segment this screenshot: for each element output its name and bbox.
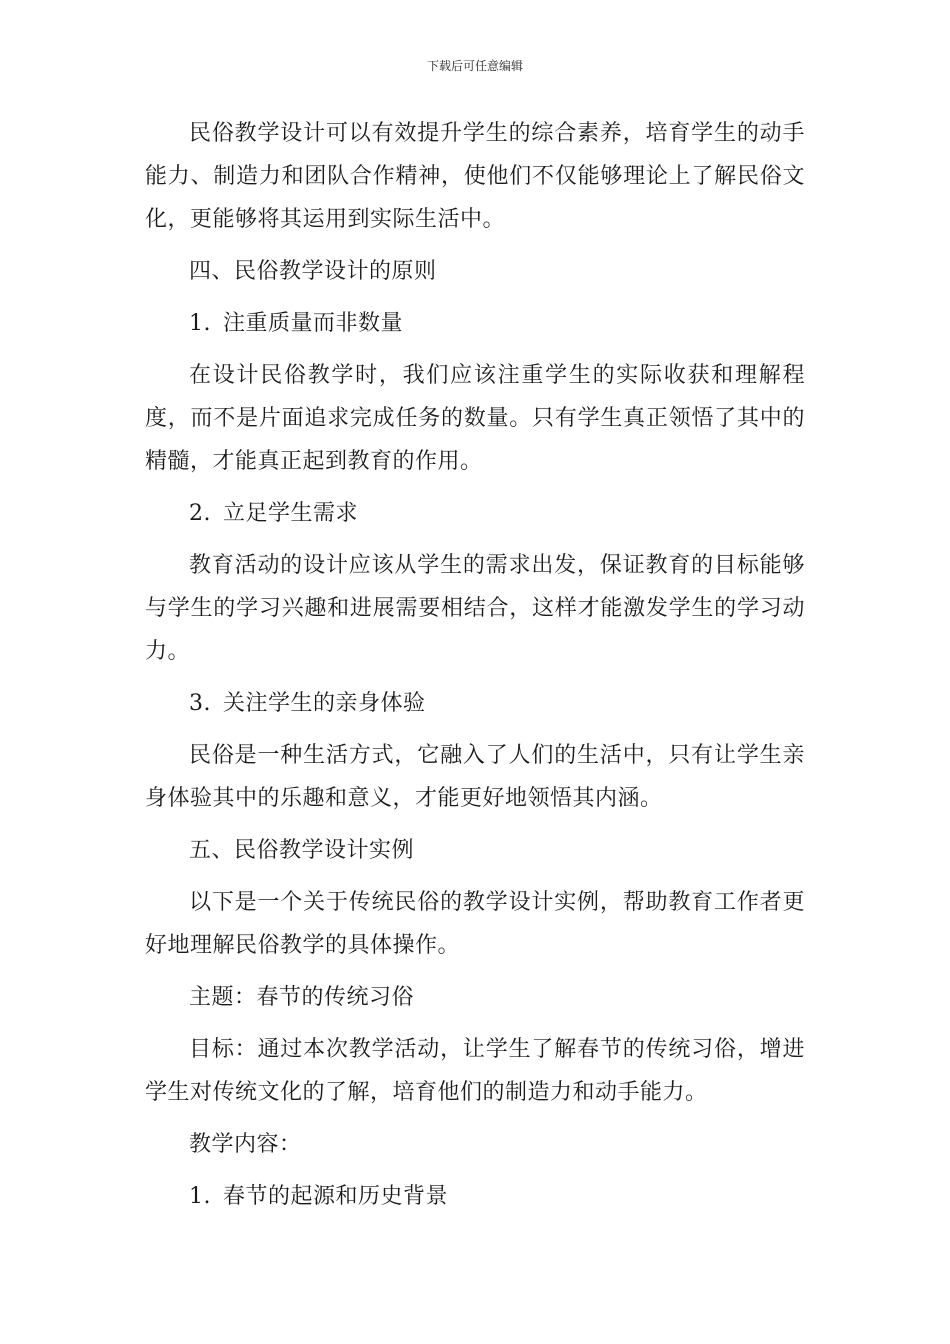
subheading-4-2 [145, 492, 805, 535]
document-body [145, 112, 805, 1227]
goal-paragraph: 目标：通过本次教学活动，让学生了解春节的传统习俗，增进学生对传统文化的了解，培育他们的制造力和动手能力。 [145, 1037, 805, 1105]
subheading-text: 关注学生的亲身体验 [223, 691, 426, 716]
subheading-4-3 [145, 682, 805, 725]
content-item-text: 春节的起源和历史背景 [223, 1184, 449, 1209]
subheading-text: 注重质量而非数量 [223, 311, 404, 336]
subheading-text: 立足学生需求 [223, 501, 359, 526]
paragraph-5: 以下是一个关于传统民俗的教学设计实例，帮助教育工作者更好地理解民俗教学的具体操作。 [145, 890, 805, 958]
list-number: 3. [189, 691, 211, 716]
paragraph-4-3: 民俗是一种生活方式，它融入了人们的生活中，只有让学生亲身体验其中的乐趣和意义，才能更好地领悟其内涵。 [145, 743, 805, 811]
paragraph-4-1: 在设计民俗教学时，我们应该注重学生的实际收获和理解程度，而不是片面追求完成任务的数量。只有学生真正领悟了其中的精髓，才能真正起到教育的作用。 [145, 363, 805, 474]
paragraph-intro: 民俗教学设计可以有效提升学生的综合素养，培育学生的动手能力、制造力和团队合作精神，使他们不仅能够理论上了解民俗文化，更能够将其运用到实际生活中。 [145, 121, 805, 232]
page-header-note: 下载后可任意编辑 [426, 59, 523, 73]
subheading-4-1 [145, 302, 805, 345]
content-item-1 [145, 1175, 805, 1218]
section-heading-4: 四、民俗教学设计的原则 [189, 259, 437, 284]
content-label: 教学内容： [189, 1132, 302, 1157]
list-number: 1. [189, 311, 211, 336]
theme-line: 主题：春节的传统习俗 [189, 985, 415, 1010]
list-number: 1. [189, 1184, 211, 1209]
section-heading-5: 五、民俗教学设计实例 [189, 838, 415, 863]
paragraph-4-2: 教育活动的设计应该从学生的需求出发，保证教育的目标能够与学生的学习兴趣和进展需要相结合，这样才能激发学生的学习动力。 [145, 553, 805, 664]
list-number: 2. [189, 501, 211, 526]
